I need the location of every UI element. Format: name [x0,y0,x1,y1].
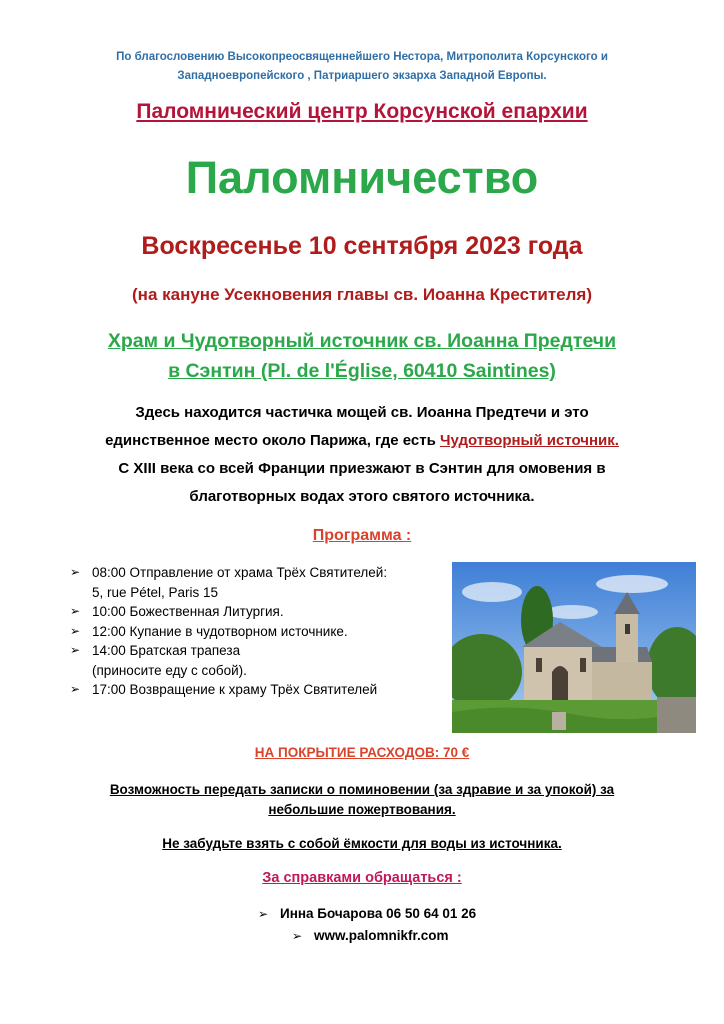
arrow-right-icon: ➢ [70,565,81,579]
description-line-3: С XIII века со всей Франции приезжают в Сэнтин для омовения в [118,460,606,477]
contact-phone-text: Инна Бочарова 06 50 64 01 26 [280,906,477,921]
commemoration-notes [60,780,664,820]
church-photo [452,562,696,733]
program-heading: Программа : [312,527,412,544]
description-line-4: благотворных водах этого святого источника. [189,488,535,505]
program-item-subtext: 5, rue Pétel, Paris 15 [92,584,219,600]
program-item-subtext: (приносите еду с собой). [92,662,247,678]
contacts-heading: За справками обращаться : [262,870,462,886]
program-item [70,680,450,700]
program-item-text: 12:00 Купание в чудотворном источнике. [92,623,348,639]
contacts-list [258,903,558,947]
temple-location [40,326,684,386]
contact-website[interactable] [292,925,558,947]
water-container-reminder: Не забудьте взять с собой ёмкости для воды из источника. [162,836,562,851]
cost-notice: НА ПОКРЫТИЕ РАСХОДОВ: 70 € [254,745,470,760]
program-list [70,563,450,700]
program-item-text: 14:00 Братская трапеза [92,643,241,658]
arrow-right-icon: ➢ [70,643,81,657]
arrow-right-icon: ➢ [70,623,81,638]
blessing-line-1: По благословению Высокопреосвященнейшего Нестора, Митрополита Корсунского и [116,51,608,63]
main-title: Паломничество [185,152,539,203]
temple-line-1: Храм и Чудотворный источник св. Иоанна Предтечи [107,330,617,352]
church-illustration [452,562,696,733]
contact-phone [258,903,558,925]
arrow-right-icon: ➢ [292,929,303,943]
description-line-2-text: единственное место около Парижа, где есть [105,432,436,449]
miraculous-spring-highlight: Чудотворный источник. [439,432,619,449]
program-item-text: 10:00 Божественная Литургия. [92,604,284,619]
program-item [70,563,450,602]
blessing-line-2: Западноевропейского , Патриаршего экзарха Западной Европы. [177,70,547,82]
notes-line-2: небольшие пожертвования. [268,802,456,817]
event-date: Воскресенье 10 сентября 2023 года [141,232,583,260]
program-item [70,622,450,642]
program-item-text: 08:00 Отправление от храма Трёх Святителей: [92,565,388,580]
program-item [70,641,450,680]
arrow-right-icon: ➢ [70,682,81,696]
description [60,399,664,511]
notes-line-1: Возможность передать записки о поминовении (за здравие и за упокой) за [109,782,615,797]
feast-eve-note: (на кануне Усекновения главы св. Иоанна Крестителя) [132,285,592,304]
pilgrimage-center-title: Паломнический центр Корсунской епархии [136,100,588,123]
description-line-1: Здесь находится частичка мощей св. Иоанна Предтечи и это [135,404,589,421]
temple-address: в Сэнтин (Pl. de l'Église, 60410 Saintines) [168,360,556,382]
program-item-text: 17:00 Возвращение к храму Трёх Святителей [92,682,378,697]
arrow-right-icon: ➢ [258,907,269,921]
blessing-text [60,48,664,86]
description-line-2 [60,427,664,455]
program-item [70,602,450,622]
website-link[interactable]: www.palomnikfr.com [314,928,449,943]
arrow-right-icon: ➢ [70,604,81,618]
